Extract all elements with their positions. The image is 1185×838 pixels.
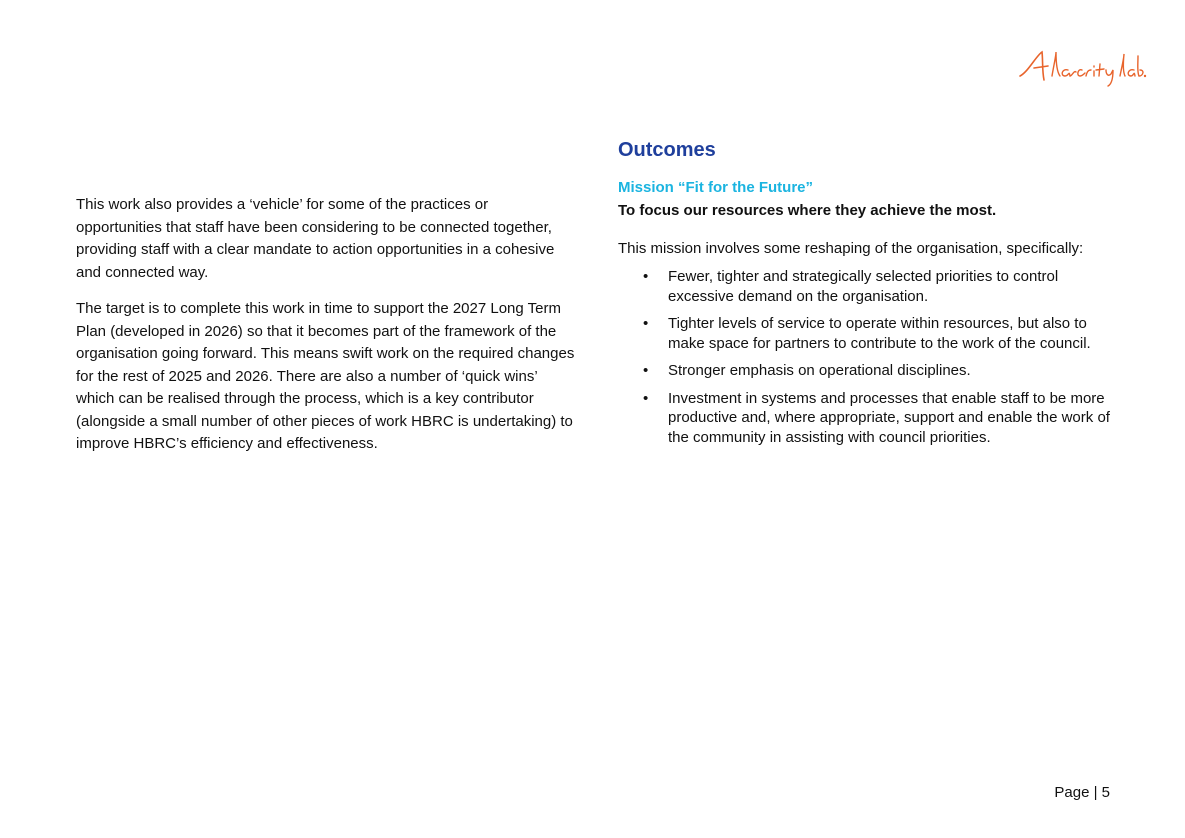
list-item xyxy=(618,389,1118,448)
left-column xyxy=(76,194,576,470)
left-paragraph-1: This work also provides a ‘vehicle’ for some of the practices or opportunities that staff have been considering to be connected together, providing staff with a clear mandate to action opportunities in a cohesive and connected way. xyxy=(76,196,555,281)
mission-bullet-list xyxy=(618,267,1118,447)
mission-intro: This mission involves some reshaping of the organisation, specifically: xyxy=(618,240,1084,257)
list-item-text: Tighter levels of service to operate within resources, but also to make space for partners to contribute to the work of the council. xyxy=(668,315,1091,352)
section-title: Outcomes xyxy=(618,139,716,161)
list-item xyxy=(618,361,1118,381)
mission-statement: To focus our resources where they achieve the most. xyxy=(618,202,997,219)
left-paragraph-2: The target is to complete this work in time to support the 2027 Long Term Plan (developed in 2026) so that it becomes part of the framework of the organisation going forward. This means swift work on the required changes for the rest of 2025 and 2026. There are also a number of ‘quick wins’ which can be realised through the process, which is a key contributor (alongside a small number of other pieces of work HBRC is undertaking) to improve HBRC’s efficiency and effectiveness. xyxy=(76,300,575,452)
bullet-icon: • xyxy=(643,268,649,285)
list-item-text: Fewer, tighter and strategically selected priorities to control excessive demand on the organisation. xyxy=(668,268,1059,305)
list-item-text: Investment in systems and processes that enable staff to be more productive and, where appropriate, support and enable the work of the community in assisting with council priorities. xyxy=(668,389,1110,446)
list-item xyxy=(618,314,1118,353)
logo-mark xyxy=(1016,46,1148,90)
list-item-text: Stronger emphasis on operational disciplines. xyxy=(668,362,971,379)
list-item xyxy=(618,267,1118,306)
alacrity-lab-logo xyxy=(1016,46,1148,90)
mission-subheading: Mission “Fit for the Future” xyxy=(618,179,813,196)
bullet-icon: • xyxy=(643,389,649,407)
bullet-icon: • xyxy=(643,315,649,332)
right-column xyxy=(618,136,1118,455)
bullet-icon: • xyxy=(643,362,649,379)
page-number: Page | 5 xyxy=(1054,784,1110,801)
